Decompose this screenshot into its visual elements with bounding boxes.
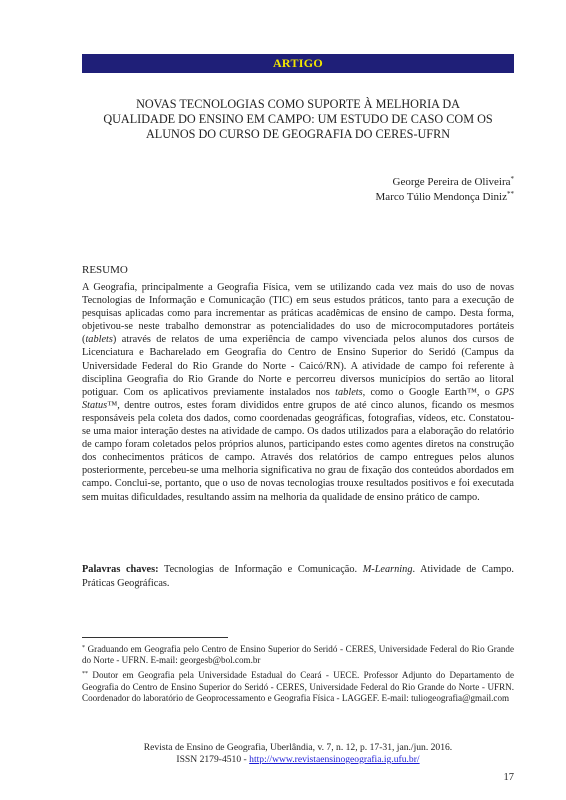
journal-issn: ISSN 2179-4510 - xyxy=(176,754,250,765)
abstract-term-tablets-1: tablets xyxy=(85,334,113,346)
footnotes xyxy=(82,644,514,708)
abstract-text-1: A Geografia, principalmente a Geografia Física, vem se utilizando cada vez mais do uso de novas Tecnologias de Informação e Comunicação (TIC) em seus estudos práticos, tanto para a execução de pesquisas aplicadas como para incrementar as práticas acadêmicas de ensino de campo. Desta forma, objetivou-se neste trabalho demonstrar as potencialidades do uso de microcomputadores portáteis ( xyxy=(82,282,514,346)
keywords-m-learning: M-Learning xyxy=(362,564,413,575)
abstract-text-2: ) através de relatos de uma experiência de campo vivenciada pelos alunos dos cursos de Licenciatura e Bacharelado em Geografia do Centro de Ensino Superior do Seridó (Campus da Universidade Federal do Rio Grande do Norte - Caicó/RN). A atividade de campo foi referente à disciplina Geografia do Rio Grande do Norte e percorreu diversos municípios do sertão ao litoral potiguar. Com os aplicativos previamente instalados nos xyxy=(82,334,514,398)
footnote-2 xyxy=(82,670,514,704)
keywords-part-1: Tecnologias de Informação e Comunicação. xyxy=(158,564,363,575)
abstract-heading: RESUMO xyxy=(82,264,128,276)
abstract-text-4: ™, dentre outros, estes foram divididos entre grupos de até cinco alunos, ficando os mesmos responsáveis pela coleta dos dados, como coordenadas geográficas, fotografias, vídeos, etc. Constatou-se uma maior interação destes na atividade de campo. Os dados utilizados para a elaboração do relatório de campo foram coletados pelos próprios alunos, participando estes como agentes diretos na construção dos conhecimentos práticos de campo. Através dos relatórios de campo entregues pelos alunos posteriormente, percebeu-se uma melhoria significativa no grau de fixação dos conteúdos abordados em campo. Conclui-se, portanto, que o uso de novas tecnologias trouxe resultados positivos e foi executada sem muitas dificuldades, resultando assim na melhoria da qualidade de ensino prático de campo. xyxy=(82,399,514,503)
article-title xyxy=(82,97,514,142)
abstract-term-gps-status: GPS Status xyxy=(82,386,514,411)
author-2-mark: ** xyxy=(507,190,514,198)
page-number: 17 xyxy=(503,772,514,783)
author-2 xyxy=(376,190,514,205)
keywords-part-2: . Atividade de Campo. Práticas Geográficas. xyxy=(82,564,515,589)
journal-citation xyxy=(82,742,514,766)
footnote-1-mark: * xyxy=(82,645,85,651)
author-1-mark: * xyxy=(510,175,514,183)
title-line-2: QUALIDADE DO ENSINO EM CAMPO: UM ESTUDO DE CASO COM OS xyxy=(103,112,493,126)
author-1 xyxy=(376,175,514,190)
journal-line-2 xyxy=(82,754,514,766)
abstract-body xyxy=(82,281,514,504)
banner-label: ARTIGO xyxy=(272,56,324,70)
title-line-1: NOVAS TECNOLOGIAS COMO SUPORTE À MELHORIA DA xyxy=(136,97,460,111)
journal-line-1: Revista de Ensino de Geografia, Uberlândia, v. 7, n. 12, p. 17-31, jan./jun. 2016. xyxy=(143,742,453,753)
footnote-2-mark: ** xyxy=(82,671,88,678)
keywords-label: Palavras chaves: xyxy=(82,564,159,575)
article-type-banner xyxy=(82,54,514,73)
journal-url-link[interactable]: http://www.revistaensinogeografia.ig.ufu.br/ xyxy=(249,754,420,765)
abstract-term-tablets-2: tablets xyxy=(335,386,363,398)
footnote-1-text: Graduando em Geografia pelo Centro de Ensino Superior do Seridó - CERES, Universidade Federal do Rio Grande do Norte - UFRN. E-mail: georgesb@bol.com.br xyxy=(82,644,514,666)
author-2-name: Marco Túlio Mendonça Diniz xyxy=(375,191,507,203)
author-1-name: George Pereira de Oliveira xyxy=(392,176,511,188)
keywords xyxy=(82,563,514,591)
footnote-divider xyxy=(82,637,228,638)
title-line-3: ALUNOS DO CURSO DE GEOGRAFIA DO CERES-UFRN xyxy=(145,127,451,141)
author-list xyxy=(376,175,514,205)
abstract-text-3: , como o Google Earth™, o xyxy=(362,386,496,398)
footnote-1 xyxy=(82,644,514,666)
footnote-2-text: Doutor em Geografia pela Universidade Estadual do Ceará - UECE. Professor Adjunto do Departamento de Geografia do Centro de Ensino Superior do Seridó - CERES, Universidade Federal do Rio Grande do Norte - UFRN. Coordenador do laboratório de Geoprocessamento e Geografia Física - LAGGEF. E-mail: tuliogeografia@gmail.com xyxy=(82,670,514,703)
